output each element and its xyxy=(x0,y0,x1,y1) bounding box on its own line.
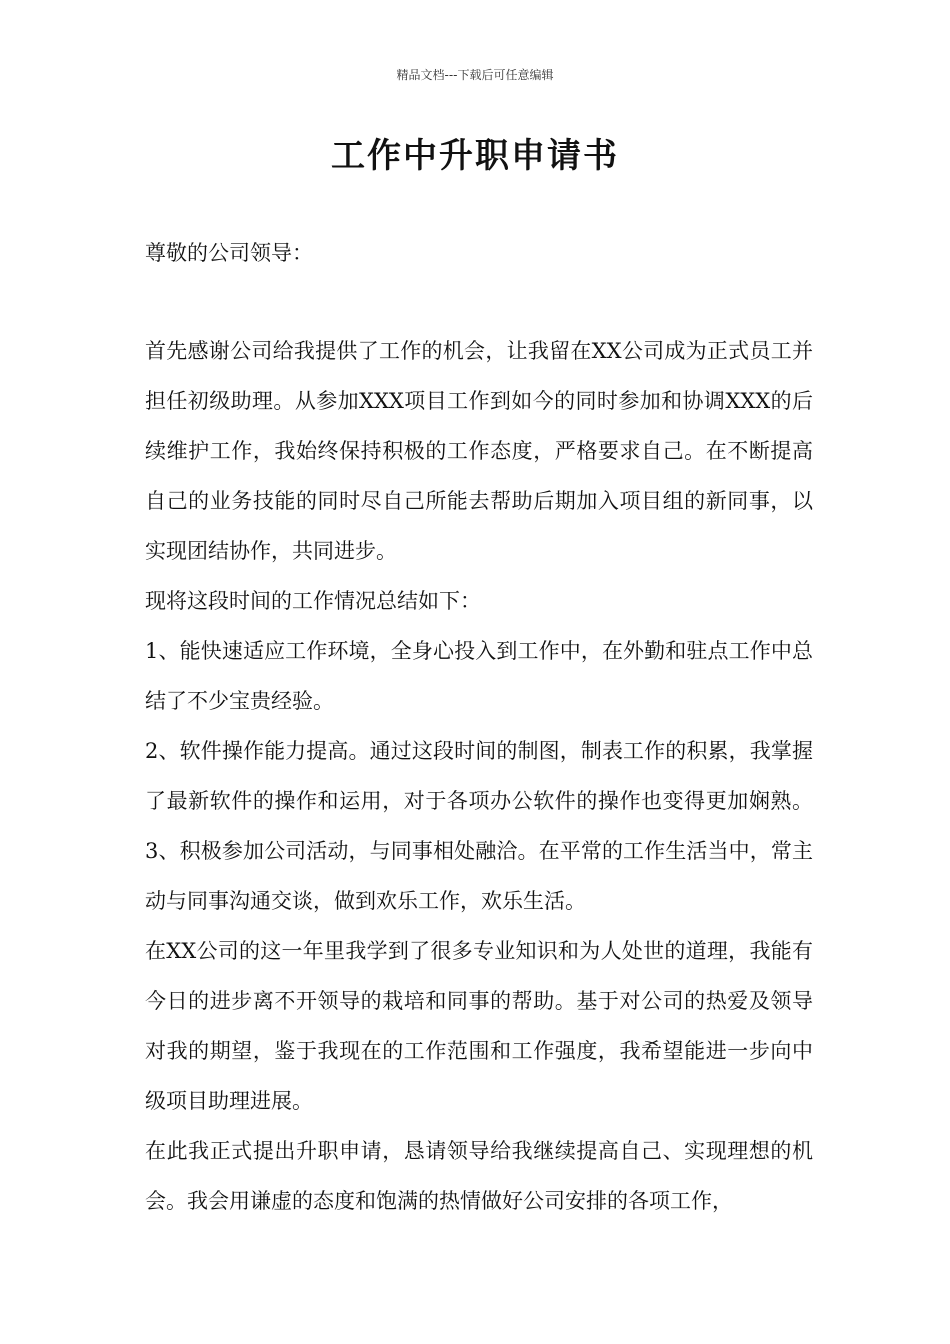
paragraph-point-1: 1、能快速适应工作环境，全身心投入到工作中，在外勤和驻点工作中总结了不少宝贵经验。 xyxy=(145,639,813,713)
salutation: 尊敬的公司领导： xyxy=(145,241,313,265)
paragraph-summary-lead: 现将这段时间的工作情况总结如下： xyxy=(145,589,481,613)
header-note: 精品文档---下载后可任意编辑 xyxy=(396,68,554,82)
paragraph-request: 在此我正式提出升职申请，恳请领导给我继续提高自己、实现理想的机会。我会用谦虚的态度和饱满的热情做好公司安排的各项工作， xyxy=(145,1139,813,1213)
document-title: 工作中升职申请书 xyxy=(331,136,619,176)
paragraph-intro: 首先感谢公司给我提供了工作的机会，让我留在XX公司成为正式员工并担任初级助理。从参加XXX项目工作到如今的同时参加和协调XXX的后续维护工作，我始终保持积极的工作态度，严格要求自己。在不断提高自己的业务技能的同时尽自己所能去帮助后期加入项目组的新同事，以实现团结协作，共同进步。 xyxy=(145,339,813,563)
paragraph-reflection: 在XX公司的这一年里我学到了很多专业知识和为人处世的道理，我能有今日的进步离不开领导的栽培和同事的帮助。基于对公司的热爱及领导对我的期望，鉴于我现在的工作范围和工作强度，我希望能进一步向中级项目助理进展。 xyxy=(145,939,813,1113)
letter-body xyxy=(145,326,813,1226)
paragraph-point-2-3: 2、软件操作能力提高。通过这段时间的制图，制表工作的积累，我掌握了最新软件的操作和运用，对于各项办公软件的操作也变得更加娴熟。 3、积极参加公司活动，与同事相处融洽。在平常的工作生活当中，常主动与同事沟通交谈，做到欢乐工作，欢乐生活。 xyxy=(145,739,813,913)
